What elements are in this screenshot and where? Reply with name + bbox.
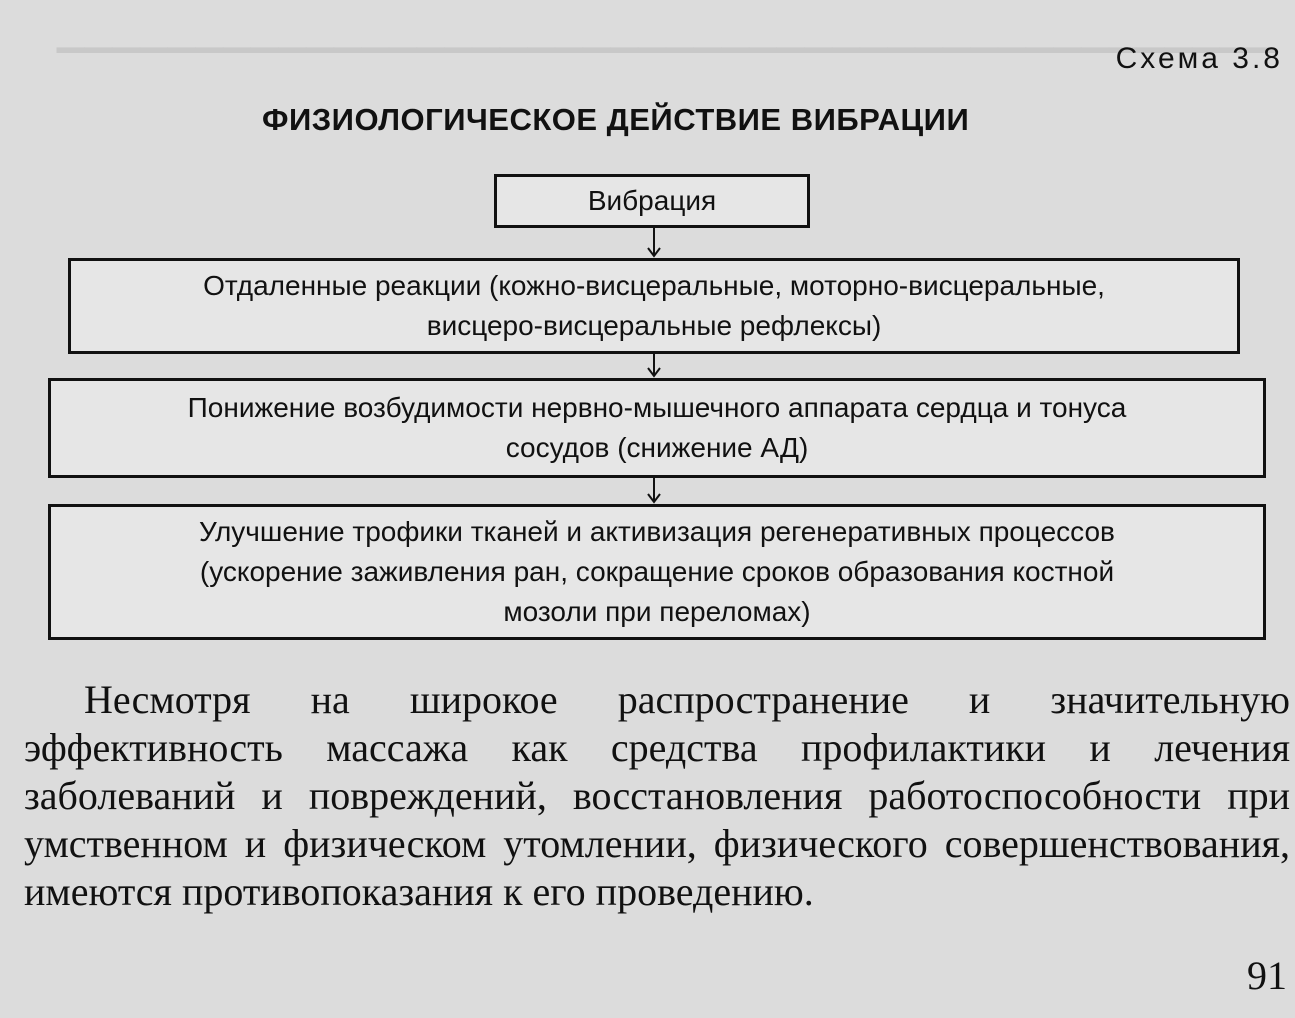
box-text-line: висцеро-висцеральные рефлексы): [426, 310, 882, 341]
box-text-line: сосудов (снижение АД): [505, 432, 809, 463]
diagram-box-excitability: [48, 378, 1266, 478]
diagram-box-vibration: [494, 174, 810, 228]
page-number: 91: [1247, 953, 1287, 998]
arrow-down-icon: [647, 228, 661, 258]
scheme-number: Схема 3.8: [1115, 42, 1283, 75]
box-text-line: мозоли при переломах): [503, 596, 811, 627]
page-bleed-through: ▁▁▁▁▁▁▁▁▁▁▁▁▁▁▁▁▁▁▁▁▁▁▁▁▁▁▁▁▁▁▁▁▁▁▁▁▁▁▁▁▁▁▁▁: [56, 12, 1275, 52]
arrow-down-icon: [647, 354, 661, 378]
box-text-line: Улучшение трофики тканей и активизация регенеративных процессов: [199, 516, 1115, 547]
box-text-line: Вибрация: [587, 185, 717, 216]
diagram-box-remote-reactions: [68, 258, 1240, 354]
box-text-line: Отдаленные реакции (кожно-висцеральные, моторно-висцеральные,: [203, 270, 1105, 301]
diagram-box-trophism: [48, 504, 1266, 640]
arrow-down-icon: [647, 478, 661, 504]
body-paragraph: Несмотря на широкое распространение и значительную эффективность массажа как средства профилактики и лечения заболеваний и повреждений, восстановления работоспособности при умственном и физическом утомлении, физического совершенствования, имеются противопоказания к его проведению.: [24, 677, 1290, 914]
diagram-title: ФИЗИОЛОГИЧЕСКОЕ ДЕЙСТВИЕ ВИБРАЦИИ: [262, 102, 970, 137]
box-text-line: Понижение возбудимости нервно-мышечного аппарата сердца и тонуса: [187, 392, 1127, 423]
box-text-line: (ускорение заживления ран, сокращение сроков образования костной: [199, 556, 1115, 587]
